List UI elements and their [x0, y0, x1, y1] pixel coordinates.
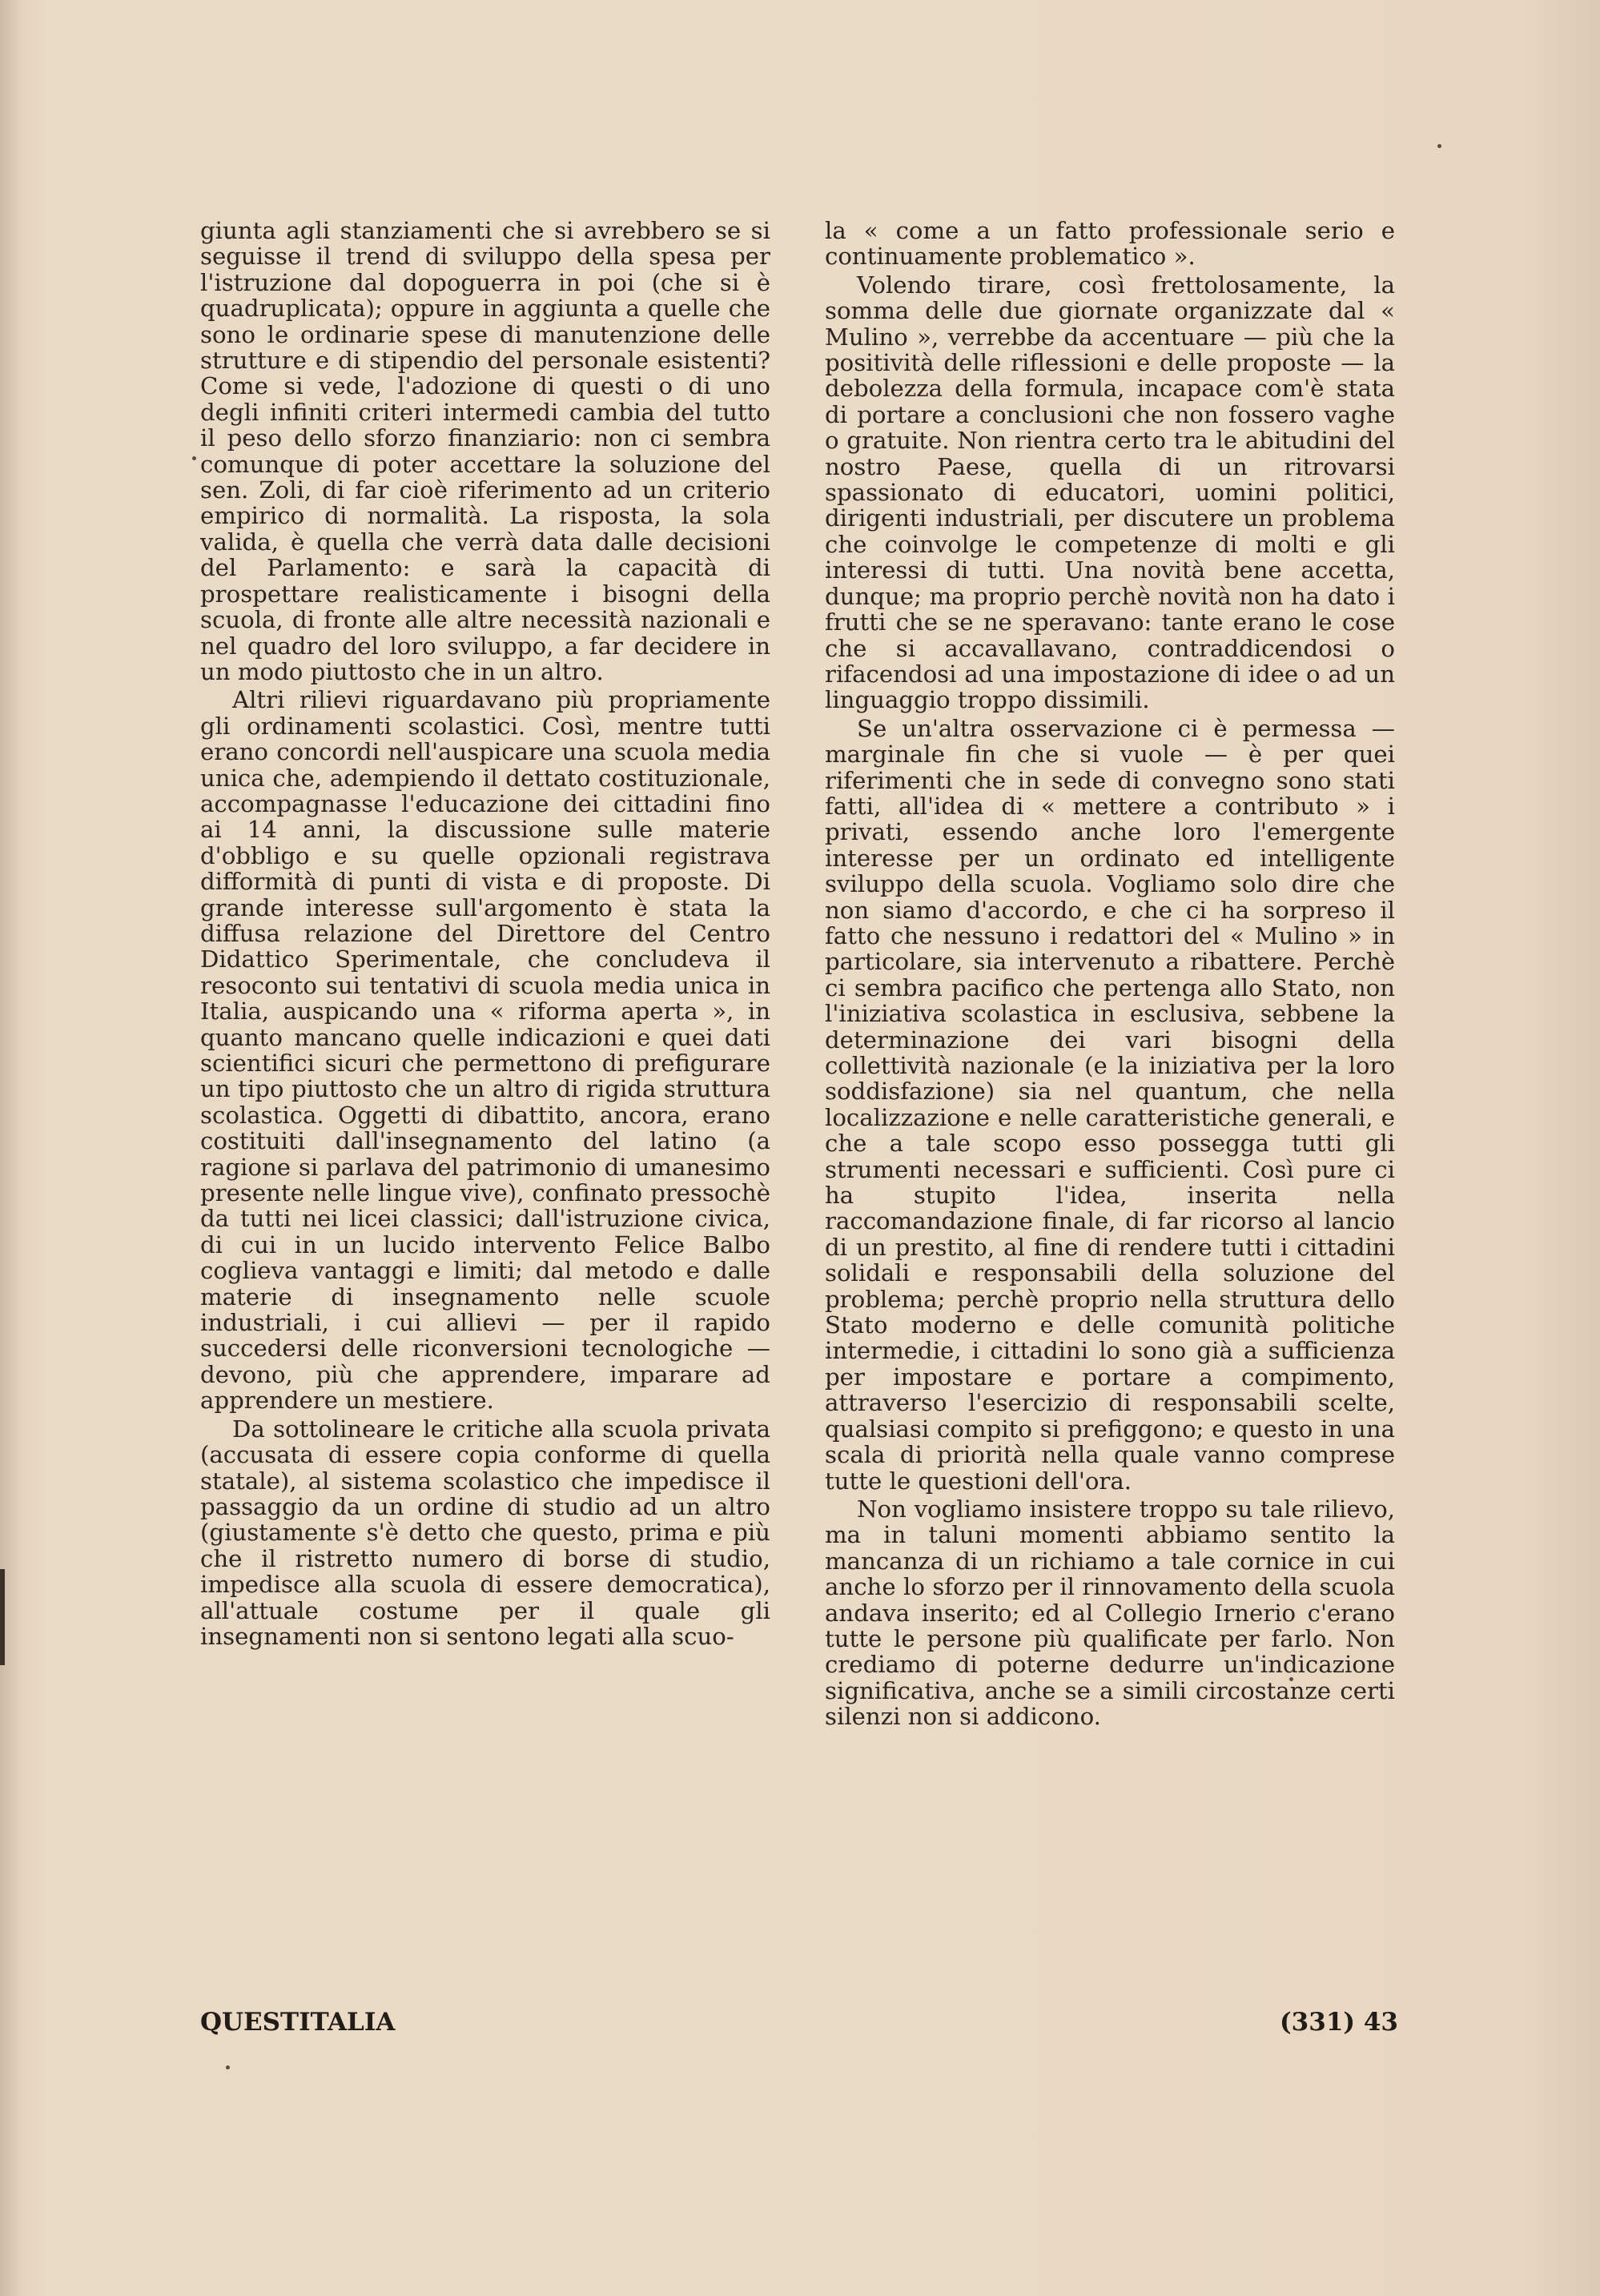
- speck: [192, 456, 196, 460]
- paragraph: Non vogliamo insistere troppo su tale rilievo, ma in taluni momenti abbiamo sentito la mancanza di un richiamo a tale cornice in cui anche lo sforzo per il rinnovamento della scuola andava inserito; ed al Collegio Irnerio c'erano tutte le persone più qualificate per farlo. Non crediamo di poterne dedurre un'indicazione significativa, anche se a simili circostanze certi silenzi non si addicono.: [825, 1495, 1395, 1731]
- page-number: (331) 43: [1280, 2008, 1398, 2037]
- journal-name: QUESTITALIA: [200, 2008, 396, 2037]
- margin-mark: [0, 1569, 5, 1665]
- paragraph: Volendo tirare, così frettolosamente, la somma delle due giornate organizzate dal « Mulino », verrebbe da accentuare — più che la positività delle riflessioni e delle proposte — la debolezza della formula, incapace com'è stata di portare a conclusioni che non fossero vaghe o gratuite. Non rientra certo tra le abitudini del nostro Paese, quella di un ritrovarsi spassionato di educatori, uomini politici, dirigenti industriali, per discutere un problema che coinvolge le competenze di molti e gli interessi di tutti. Una novità bene accetta, dunque; ma proprio perchè novità non ha dato i frutti che se ne speravano: tante erano le cose che si accavallavano, contraddicendosi o rifacendosi ad una impostazione di idee o ad un linguaggio troppo dissimili.: [825, 271, 1395, 714]
- paragraph: la « come a un fatto professionale serio e continuamente problematico ».: [825, 217, 1395, 271]
- right-column: [825, 218, 1395, 1730]
- speck: [1437, 144, 1441, 148]
- speck: [226, 2065, 230, 2069]
- left-column: [200, 218, 770, 1649]
- paragraph: giunta agli stanziamenti che si avrebbero se si seguisse il trend di sviluppo della spesa per l'istruzione dal dopoguerra in poi (che si è quadruplicata); oppure in aggiunta a quelle che sono le ordinarie spese di manutenzione delle strutture e di stipendio del personale esistenti? Come si vede, l'adozione di questi o di uno degli infiniti criteri intermedi cambia del tutto il peso dello sforzo finanziario: non ci sembra comunque di poter accettare la soluzione del sen. Zoli, di far cioè riferimento ad un criterio empirico di normalità. La risposta, la sola valida, è quella che verrà data dalle decisioni del Parlamento: e sarà la capacità di prospettare realisticamente i bisogni della scuola, di fronte alle altre necessità nazionali e nel quadro del loro sviluppo, a far decidere in un modo piuttosto che in un altro.: [200, 217, 770, 685]
- paragraph: Altri rilievi riguardavano più propriamente gli ordinamenti scolastici. Così, mentre tutti erano concordi nell'auspicare una scuola media unica che, adempiendo il dettato costituzionale, accompagnasse l'educazione dei cittadini fino ai 14 anni, la discussione sulle materie d'obbligo e su quelle opzionali registrava difformità di punti di vista e di proposte. Di grande interesse sull'argomento è stata la diffusa relazione del Direttore del Centro Didattico Sperimentale, che concludeva il resoconto sui tentativi di scuola media unica in Italia, auspicando una « riforma aperta », in quanto mancano quelle indicazioni e quei dati scientifici sicuri che permettono di prefigurare un tipo piuttosto che un altro di rigida struttura scolastica. Oggetti di dibattito, ancora, erano costituiti dall'insegnamento del latino (a ragione si parlava del patrimonio di umanesimo presente nelle lingue vive), confinato pressochè da tutti nei licei classici; dall'istruzione civica, di cui in un lucido intervento Felice Balbo coglieva vantaggi e limiti; dal metodo e dalle materie di insegnamento nelle scuole industriali, i cui allievi — per il rapido succedersi delle riconversioni tecnologiche — devono, più che apprendere, imparare ad apprendere un mestiere.: [200, 686, 770, 1415]
- paragraph: Se un'altra osservazione ci è permessa — marginale fin che si vuole — è per quei riferimenti che in sede di convegno sono stati fatti, all'idea di « mettere a contributo » i privati, essendo anche loro l'emergente interesse per un ordinato ed intelligente sviluppo della scuola. Vogliamo solo dire che non siamo d'accordo, e che ci ha sorpreso il fatto che nessuno i redattori del « Mulino » in particolare, sia intervenuto a ribattere. Perchè ci sembra pacifico che pertenga allo Stato, non l'iniziativa scolastica in esclusiva, sebbene la determinazione dei vari bisogni della collettività nazionale (e la iniziativa per la loro soddisfazione) sia nel quantum, che nella localizzazione e nelle caratteristiche generali, e che a tale scopo esso possegga tutti gli strumenti necessari e sufficienti. Così pure ci ha stupito l'idea, inserita nella raccomandazione finale, di far ricorso al lancio di un prestito, al fine di rendere tutti i cittadini solidali e responsabili della soluzione del problema; perchè proprio nella struttura dello Stato moderno e delle comunità politiche intermedie, i cittadini lo sono già a sufficienza per impostare e portare a compimento, attraverso l'esercizio di responsabili scelte, qualsiasi compito si prefiggono; e questo in una scala di priorità nella quale vanno comprese tutte le questioni dell'ora.: [825, 714, 1395, 1495]
- paragraph: Da sottolineare le critiche alla scuola privata (accusata di essere copia conforme di quella statale), al sistema scolastico che impedisce il passaggio da un ordine di studio ad un altro (giustamente s'è detto che questo, prima e più che il ristretto numero di borse di studio, impedisce alla scuola di essere democratica), all'attuale costume per il quale gli insegnamenti non si sentono legati alla scuo-: [200, 1415, 770, 1650]
